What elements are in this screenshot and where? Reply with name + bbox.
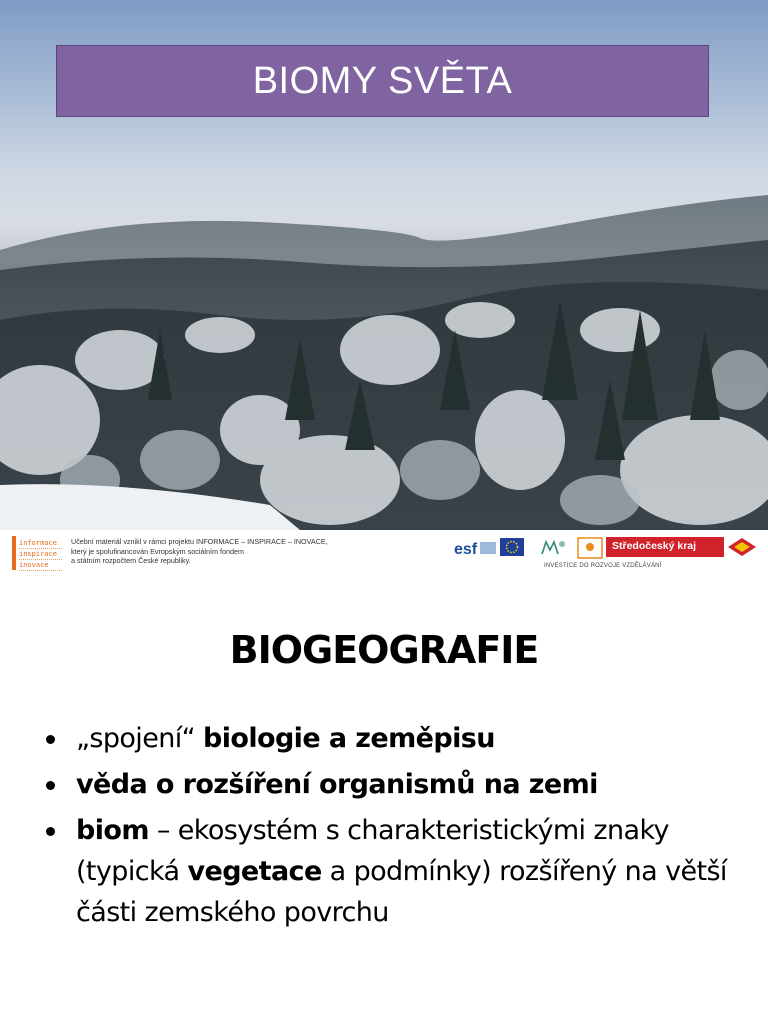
esf-logo: [452, 538, 496, 558]
section-title: BIOGEOGRAFIE: [229, 628, 539, 672]
informace-inspirace-inovace-logo: [12, 536, 62, 570]
bullet-text-bold-2: vegetace: [187, 856, 322, 887]
bullet-text-bold: věda o rozšíření organismů na zemi: [76, 769, 598, 800]
logo-accent-bar: [12, 536, 16, 570]
bullet-dot-icon: [46, 781, 55, 790]
logo-line-1: informace: [19, 538, 62, 549]
eu-flag-icon: [500, 538, 524, 556]
bullet-text-bold: biom: [76, 815, 149, 846]
region-label: Středočeský kraj: [612, 540, 697, 552]
bullet-item: [42, 718, 742, 759]
bullet-text-plain: – ekosystém s charakteristickými znaky (typická: [76, 815, 669, 887]
logo-line-3: inovace: [19, 560, 62, 571]
bullet-dot-icon: [46, 827, 55, 836]
svg-text:esf: esf: [454, 541, 478, 558]
bullet-item: [42, 764, 742, 805]
bullet-dot-icon: [46, 735, 55, 744]
bullet-text-plain-2: a podmínky) rozšířený na větší části zemského povrchu: [76, 856, 727, 928]
bullet-list: [42, 718, 742, 938]
sponsor-logos-graphic: [452, 536, 758, 564]
slide-title-box: [56, 45, 709, 117]
logo-line-2: inspirace: [19, 549, 62, 560]
op-vk-logo-icon: [578, 538, 602, 558]
bullet-item: [42, 810, 742, 933]
bullet-text-plain: „spojení“: [76, 723, 204, 754]
project-funding-text: [71, 537, 371, 566]
funding-text-line-2: který je spolufinancován Evropským sociálním fondem: [71, 546, 244, 556]
slide-title: BIOMY SVĚTA: [252, 59, 513, 102]
funding-text-line-3: a státním rozpočtem České republiky.: [71, 556, 191, 565]
funding-text-line-1: Učební materiál vznikl v rámci projektu INFORMACE – INSPIRACE – INOVACE,: [71, 537, 328, 546]
bullet-text-bold: biologie a zeměpisu: [203, 723, 495, 754]
crest-icon: [728, 538, 756, 556]
msmt-logo-icon: [536, 538, 572, 558]
invest-tagline: INVESTICE DO ROZVOJE VZDĚLÁVÁNÍ: [544, 563, 662, 569]
